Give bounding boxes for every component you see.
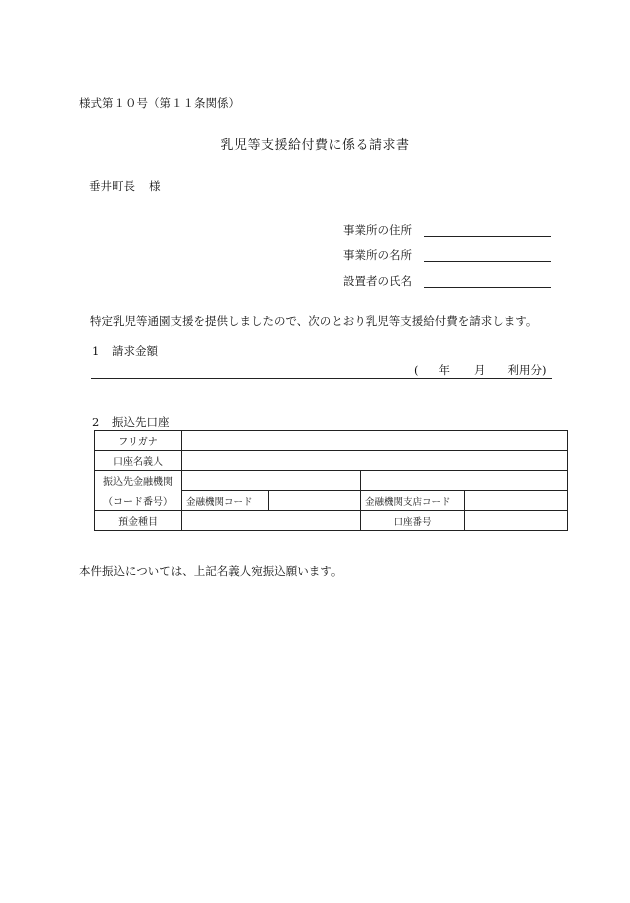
- request-statement: 特定乳児等通園支援を提供しましたので、次のとおり乳児等支援給付費を請求します。: [90, 314, 538, 328]
- account-number-field[interactable]: [465, 511, 568, 531]
- table-row: [95, 471, 568, 491]
- office-address-line[interactable]: [424, 236, 551, 237]
- bank-code-label: 金融機関コード: [182, 491, 269, 511]
- field-label: 設置者の氏名: [343, 274, 412, 288]
- section-transfer-account: [92, 417, 170, 429]
- field-founder-name: [343, 276, 423, 288]
- section-number: 1: [92, 344, 100, 358]
- branch-code-field[interactable]: [465, 491, 568, 511]
- field-office-address: [343, 225, 423, 237]
- deposit-type-label: 預金種目: [95, 511, 182, 531]
- deposit-type-field[interactable]: [182, 511, 361, 531]
- bank-label-line2: （コード番号）: [95, 491, 182, 511]
- addressee: [89, 181, 161, 193]
- document-title: 乳児等支援給付費に係る請求書: [220, 138, 410, 153]
- section-title: 振込先口座: [112, 415, 170, 429]
- section-title: 請求金額: [112, 344, 158, 358]
- branch-code-label: 金融機関支店コード: [361, 491, 465, 511]
- addressee-honorific: 様: [149, 179, 161, 193]
- usage-period: [414, 365, 547, 377]
- field-label: 事業所の住所: [343, 223, 412, 237]
- table-row: [95, 511, 568, 531]
- holder-label: 口座名義人: [95, 451, 182, 471]
- field-label: 事業所の名所: [343, 248, 412, 262]
- office-name-line[interactable]: [424, 261, 551, 262]
- section-billing-amount: [92, 346, 158, 358]
- section-number: 2: [92, 415, 100, 429]
- furigana-label: フリガナ: [95, 431, 182, 451]
- period-open-paren: (: [414, 363, 419, 377]
- bank-code-field[interactable]: [269, 491, 361, 511]
- billing-amount-line[interactable]: [91, 378, 552, 379]
- bank-name-field[interactable]: [182, 471, 361, 491]
- founder-name-line[interactable]: [424, 287, 551, 288]
- branch-name-field[interactable]: [361, 471, 568, 491]
- period-month-label: 月: [474, 363, 486, 377]
- table-row: [95, 431, 568, 451]
- period-usage-label: 利用分): [507, 363, 547, 377]
- account-table: [94, 430, 568, 531]
- holder-field[interactable]: [182, 451, 568, 471]
- period-year-label: 年: [438, 363, 450, 377]
- table-row: [95, 491, 568, 511]
- form-number: 様式第１０号（第１１条関係）: [79, 96, 240, 110]
- addressee-name: 垂井町長: [89, 179, 135, 193]
- bank-label-line1: 振込先金融機関: [95, 471, 182, 491]
- account-number-label: 口座番号: [361, 511, 465, 531]
- field-office-name: [343, 250, 423, 262]
- table-row: [95, 451, 568, 471]
- closing-statement: 本件振込については、上記名義人宛振込願います。: [79, 564, 343, 578]
- furigana-field[interactable]: [182, 431, 568, 451]
